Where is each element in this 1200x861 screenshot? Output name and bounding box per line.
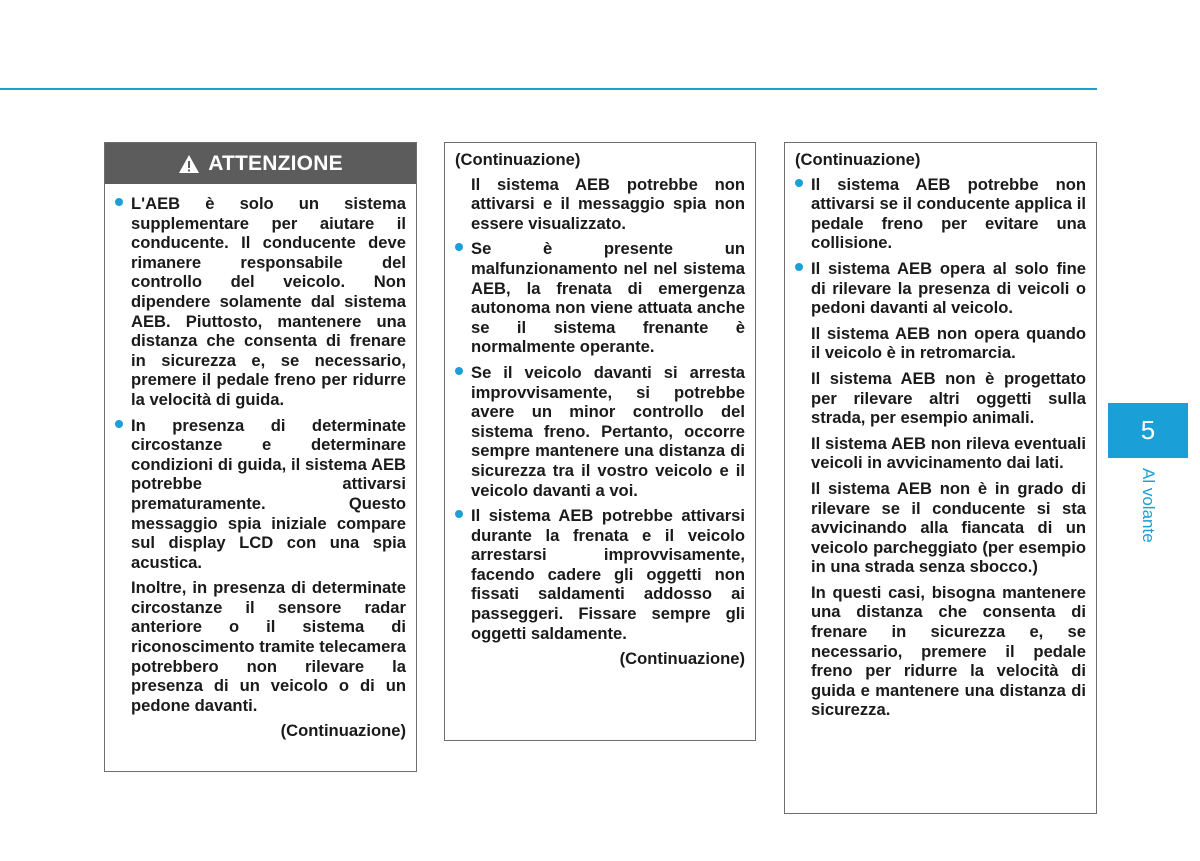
header-rule <box>0 88 1097 90</box>
bullet-icon <box>115 198 123 206</box>
paragraph: Il sistema AEB potrebbe non attivarsi e il messaggio spia non essere visualizzato. <box>471 174 745 233</box>
continued-footer: (Continuazione) <box>280 721 406 741</box>
chapter-tab: 5 <box>1108 403 1188 458</box>
warning-triangle-icon <box>178 154 200 174</box>
paragraph: Inoltre, in presenza di determinate circostanze il sensore radar anteriore o il sistema di riconoscimento tramite telecamera potrebbero non rilevare la presenza di un veicolo o di un pedone davanti. <box>131 578 406 715</box>
paragraph: Il sistema AEB non opera quando il veicolo è in retromarcia. <box>811 323 1086 363</box>
warning-title: ATTENZIONE <box>208 151 343 175</box>
list-item: L'AEB è solo un sistema supplementare per aiutare il conducente. Il conducente deve rimanere responsabile del controllo del veicolo. Non dipendere solamente dal sistema AEB. Piuttosto, mantenere una distanza che consenta di frenare in sicurezza e, se necessario, premere il pedale freno per ridurre la velocità di guida. <box>115 194 406 410</box>
chapter-label: Al volante <box>1139 468 1158 543</box>
continuation-box-2 <box>444 142 756 741</box>
paragraph: Il sistema AEB non è in grado di rilevare se il conducente si sta avvicinando alla fiancata di un veicolo parcheggiato (per esempio in una strada senza sbocco.) <box>811 478 1086 577</box>
continuation-content-3 <box>785 143 1096 720</box>
bullet-icon <box>455 367 463 375</box>
list-item: Se il veicolo davanti si arresta improvvisamente, si potrebbe avere un minor controllo del sistema freno. Pertanto, occorre sempre mantenere una distanza di sicurezza tra il vostro veicolo e il veicolo davanti a voi. <box>455 363 745 500</box>
bullet-icon <box>455 243 463 251</box>
list-item: In presenza di determinate circostanze e determinare condizioni di guida, il sistema AEB potrebbe attivarsi prematuramente. Questo messaggio spia iniziale compare sul display LCD con una spia acustica. <box>115 416 406 573</box>
paragraph: Il sistema AEB non è progettato per rilevare altri oggetti sulla strada, per esempio animali. <box>811 368 1086 428</box>
bullet-icon <box>795 263 803 271</box>
list-item: Se è presente un malfunzionamento nel nel sistema AEB, la frenata di emergenza autonoma non viene attuata anche se il sistema frenante è normalmente operante. <box>455 239 745 357</box>
list-item: Il sistema AEB opera al solo fine di rilevare la presenza di veicoli o pedoni davanti al veicolo. <box>795 259 1086 318</box>
continuation-box-3 <box>784 142 1097 814</box>
paragraph: In questi casi, bisogna mantenere una distanza che consenta di frenare in sicurezza e, se necessario, premere il pedale freno per ridurre la velocità di guida e mantenere una distanza di sicurezza. <box>811 582 1086 720</box>
continued-header: (Continuazione) <box>455 150 581 169</box>
bullet-icon <box>795 179 803 187</box>
continued-header: (Continuazione) <box>795 150 921 169</box>
warning-box <box>104 142 417 772</box>
list-item: Il sistema AEB potrebbe attivarsi durante la frenata e il veicolo arrestarsi improvvisamente, facendo cadere gli oggetti non fissati saldamenti addosso ai passeggeri. Fissare sempre gli oggetti saldamente. <box>455 506 745 643</box>
list-item: Il sistema AEB potrebbe non attivarsi se il conducente applica il pedale freno per evitare una collisione. <box>795 175 1086 253</box>
warning-content <box>105 184 416 741</box>
paragraph: Il sistema AEB non rileva eventuali veicoli in avvicinamento dai lati. <box>811 433 1086 473</box>
bullet-icon <box>455 510 463 518</box>
warning-header <box>105 143 416 184</box>
continued-footer: (Continuazione) <box>619 649 745 669</box>
continuation-content-2 <box>445 143 755 669</box>
bullet-icon <box>115 420 123 428</box>
